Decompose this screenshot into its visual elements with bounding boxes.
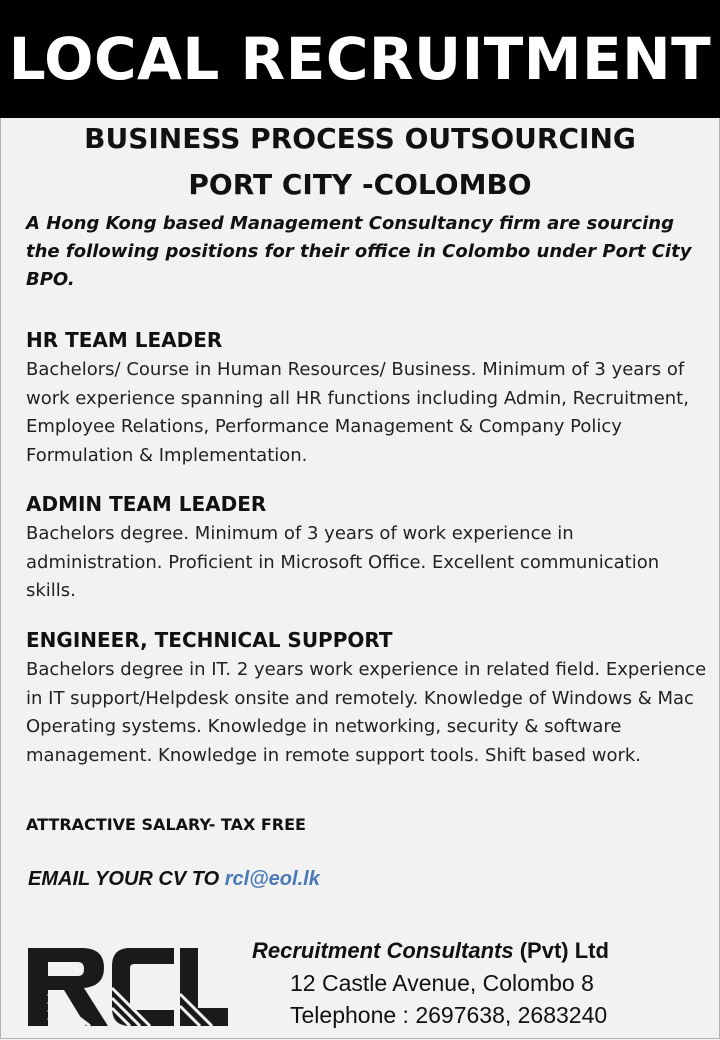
intro-paragraph: A Hong Kong based Management Consultancy firm are sourcing the following positions for their office in Colombo under Port City BPO.: [26, 213, 692, 290]
email-prefix: EMAIL YOUR CV TO: [28, 868, 220, 890]
salary-note: ATTRACTIVE SALARY- TAX FREE: [26, 815, 306, 834]
page-header: [0, 0, 720, 118]
subheading-line-2: PORT CITY -COLOMBO: [188, 168, 532, 201]
job-description-engineer-technical-support: Bachelors degree in IT. 2 years work experience in related field. Experience in IT support/Helpdesk onsite and remotely. Knowledge of Windows & Mac Operating systems. Knowledge in networking, security & software management. Knowledge in remote support tools. Shift based work.: [26, 659, 707, 767]
job-title-engineer-technical-support: ENGINEER, TECHNICAL SUPPORT: [26, 628, 393, 652]
subheading-line-1: BUSINESS PROCESS OUTSOURCING: [84, 122, 636, 155]
job-description-hr-team-leader: Bachelors/ Course in Human Resources/ Business. Minimum of 3 years of work experience spanning all HR functions including Admin, Recruitment, Employee Relations, Performance Management & Company Policy Formulation & Implementation.: [26, 359, 689, 467]
company-telephone: Telephone : 2697638, 2683240: [290, 1002, 608, 1028]
company-name-text: Recruitment Consultants: [252, 938, 514, 963]
job-title-hr-team-leader: HR TEAM LEADER: [26, 328, 223, 352]
job-title-admin-team-leader: ADMIN TEAM LEADER: [26, 492, 267, 516]
rcl-logo: [24, 944, 230, 1028]
company-name: [252, 938, 609, 964]
page-title: LOCAL RECRUITMENT: [8, 25, 712, 93]
company-suffix: (Pvt) Ltd: [519, 938, 609, 963]
email-address-link[interactable]: rcl@eol.lk: [224, 868, 320, 890]
company-address: 12 Castle Avenue, Colombo 8: [290, 970, 594, 996]
email-line: [28, 868, 320, 891]
job-description-admin-team-leader: Bachelors degree. Minimum of 3 years of work experience in administration. Proficient in Microsoft Office. Excellent communication skills.: [26, 523, 660, 602]
